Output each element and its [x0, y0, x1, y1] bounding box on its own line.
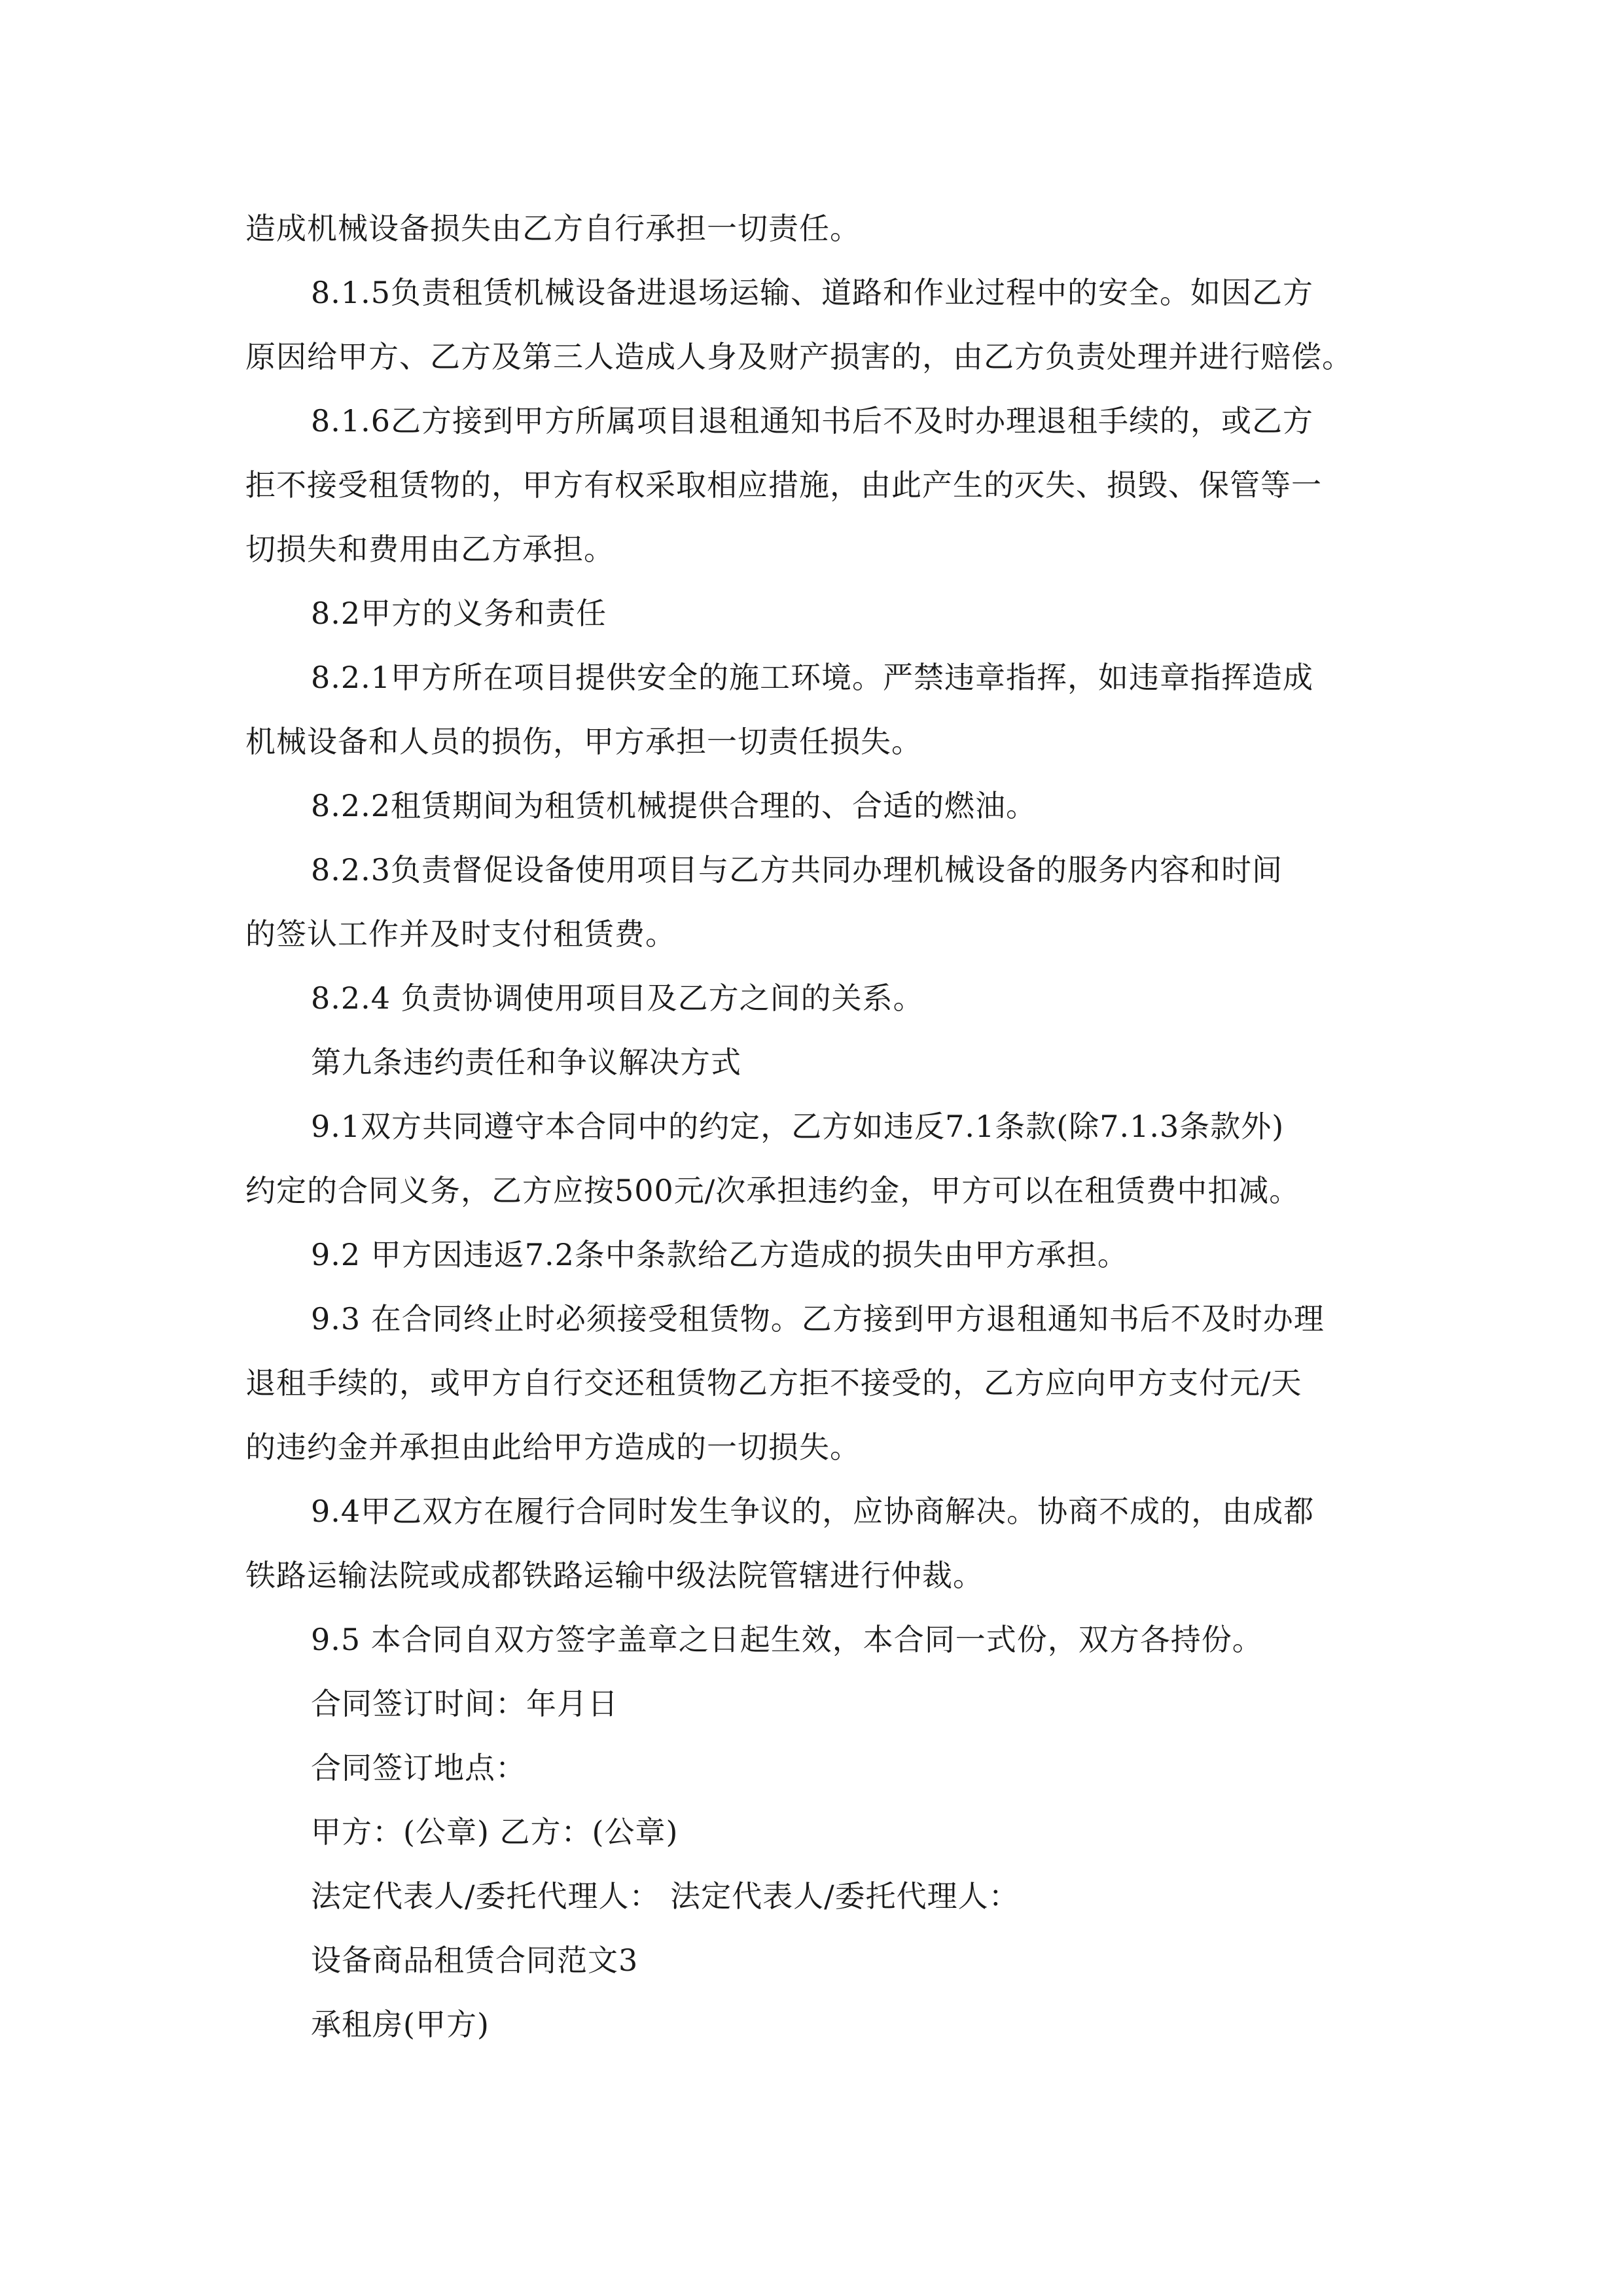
clause-8-2-3: 8.2.3负责督促设备使用项目与乙方共同办理机械设备的服务内容和时间: [311, 852, 1283, 888]
section-heading-8-2: 8.2甲方的义务和责任: [311, 596, 607, 631]
lessee-party-line: 承租房(甲方): [311, 2007, 490, 2042]
article-9-heading: 第九条违约责任和争议解决方式: [311, 1045, 741, 1080]
signing-date-line: 合同签订时间：年月日: [311, 1686, 618, 1721]
text-line: 造成机械设备损失由乙方自行承担一切责任。: [245, 211, 861, 246]
text-line: 退租手续的，或甲方自行交还租赁物乙方拒不接受的，乙方应向甲方支付元/天: [245, 1365, 1302, 1401]
text-line: 机械设备和人员的损伤，甲方承担一切责任损失。: [245, 724, 922, 759]
party-seal-line: 甲方：(公章) 乙方：(公章): [311, 1814, 679, 1850]
text-line: 切损失和费用由乙方承担。: [245, 531, 615, 567]
clause-9-1: 9.1双方共同遵守本合同中的约定，乙方如违反7.1条款(除7.1.3条款外): [311, 1109, 1285, 1144]
document-body: [245, 196, 1384, 2056]
text-line: 铁路运输法院或成都铁路运输中级法院管辖进行仲裁。: [245, 1558, 984, 1593]
text-line: 约定的合同义务，乙方应按500元/次承担违约金，甲方可以在租赁费中扣减。: [245, 1173, 1300, 1208]
clause-8-1-5: 8.1.5负责租赁机械设备进退场运输、道路和作业过程中的安全。如因乙方: [311, 275, 1314, 310]
clause-8-1-6: 8.1.6乙方接到甲方所属项目退租通知书后不及时办理退租手续的，或乙方: [311, 403, 1314, 439]
clause-9-4: 9.4甲乙双方在履行合同时发生争议的，应协商解决。协商不成的，由成都: [311, 1494, 1315, 1529]
text-line: 的违约金并承担由此给甲方造成的一切损失。: [245, 1429, 861, 1465]
clause-8-2-4: 8.2.4 负责协调使用项目及乙方之间的关系。: [311, 980, 924, 1016]
text-line: 拒不接受租赁物的，甲方有权采取相应措施，由此产生的灭失、损毁、保管等一: [245, 467, 1322, 503]
clause-8-2-2: 8.2.2租赁期间为租赁机械提供合理的、合适的燃油。: [311, 788, 1037, 823]
clause-9-3: 9.3 在合同终止时必须接受租赁物。乙方接到甲方退租通知书后不及时办理: [311, 1301, 1325, 1336]
clause-8-2-1: 8.2.1甲方所在项目提供安全的施工环境。严禁违章指挥，如违章指挥造成: [311, 660, 1314, 695]
clause-9-5: 9.5 本合同自双方签字盖章之日起生效，本合同一式份，双方各持份。: [311, 1622, 1263, 1657]
text-line: 的签认工作并及时支付租赁费。: [245, 916, 676, 952]
next-template-title: 设备商品租赁合同范文3: [311, 1943, 639, 1978]
text-line: 原因给甲方、乙方及第三人造成人身及财产损害的，由乙方负责处理并进行赔偿。: [245, 339, 1353, 374]
clause-9-2: 9.2 甲方因违返7.2条中条款给乙方造成的损失由甲方承担。: [311, 1237, 1128, 1272]
representative-line: 法定代表人/委托代理人： 法定代表人/委托代理人：: [311, 1878, 1020, 1914]
signing-place-line: 合同签订地点：: [311, 1750, 526, 1785]
